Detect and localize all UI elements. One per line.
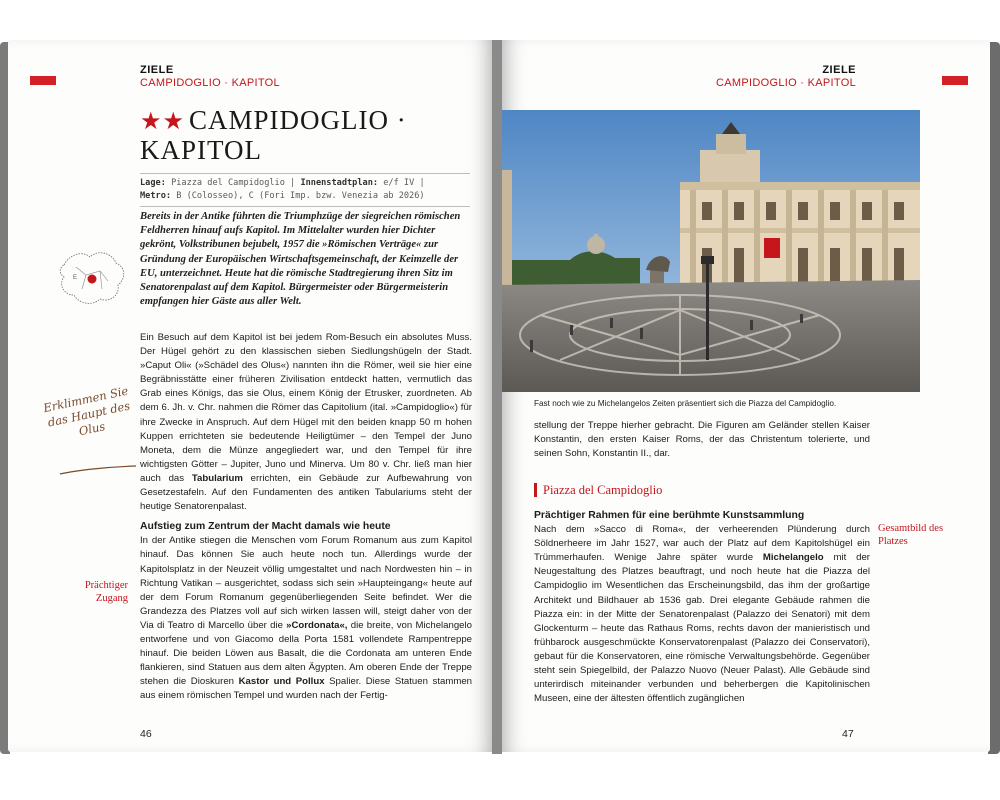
term-michelangelo: Michelangelo bbox=[762, 552, 824, 564]
running-header bbox=[140, 64, 280, 90]
handwritten-underline bbox=[58, 464, 138, 476]
para-piazza-text-b: mit der Neugestaltung des Platzes beauftragt, und noch heute hat die Piazza del Campidoglio im Wesentlichen das Erscheinungsbild, das ihm der großartige Architekt und Bildhauer ab 1536 gab. Drei elegante Gebäude rahmen die Piazza ein: in der Mitte der Senatorenpalast (Palazzo dei Senatori) mit dem Glockenturm – heute das Rathaus Roms, rechts davon der manieristisch und frühbarock ausgeschmückte Konservatorenpalast (Palazzo dei Conservatori), gebaut für die Konservatoren, eine römische Verwaltungsbehörde. Gegenüber steht sein Spiegelbild, der Palazzo Nuovo (Neuer Palast). Alle Gebäude sind unterirdisch miteinander verbunden und beherbergen die Kapitolinischen Museen, eine der ältesten öffentlich zugänglichen bbox=[534, 552, 870, 705]
paragraph-piazza bbox=[534, 523, 870, 706]
body-text-left bbox=[140, 331, 472, 703]
locator-map-icon bbox=[56, 245, 130, 309]
margin-note-right: Gesamtbild des Platzes bbox=[878, 523, 944, 547]
meta-label-lage: Lage: bbox=[140, 178, 166, 188]
rating-stars-icon: ★★ bbox=[140, 109, 186, 135]
meta-label-stadtplan: Innenstadtplan: bbox=[300, 178, 379, 188]
margin-note-left: Prächtiger Zugang bbox=[84, 580, 128, 604]
photo-caption: Fast noch wie zu Michelangelos Zeiten präsentiert sich die Piazza del Campidoglio. bbox=[534, 399, 837, 408]
photo-piazza-campidoglio bbox=[500, 110, 920, 392]
left-page bbox=[8, 40, 494, 752]
running-header-right bbox=[716, 64, 856, 90]
term-tabularium: Tabularium bbox=[191, 472, 243, 484]
header-section: CAMPIDOGLIO · KAPITOL bbox=[140, 77, 280, 89]
title-line-1: CAMPIDOGLIO · bbox=[189, 105, 407, 135]
svg-text:E: E bbox=[73, 275, 78, 281]
subheading-aufstieg: Aufstieg zum Zentrum der Macht damals wie heute bbox=[140, 521, 391, 533]
header-kicker: ZIELE bbox=[140, 64, 174, 76]
para2-text-a: In der Antike stiegen die Menschen vom Forum Romanum aus zum Kapitol hinauf. Das können Sie auch heute noch tun. Allerdings wurde der Kapitolsplatz in der Neuzeit völlig umgestaltet und nach Nordwesten hin – in Richtung Vatikan – ausgerichtet, sodass sich sein »Haupteingang« heute auf der dem Forum Romanum gegenüberliegenden Seite befindet. Wer die Grandezza des Platzes voll auf sich wirken lassen will, steigt daher von der Via di Teatro di Marcello über die bbox=[140, 535, 472, 631]
section-heading: Piazza del Campidoglio bbox=[534, 483, 883, 497]
red-tab-marker-right bbox=[942, 76, 968, 85]
meta-metro: B (Colosseo), C (Fori Imp. bzw. Venezia ab 2026) bbox=[176, 191, 425, 201]
meta-lage: Piazza del Campidoglio | bbox=[171, 178, 296, 188]
meta-label-metro: Metro: bbox=[140, 191, 172, 201]
page-title bbox=[140, 106, 407, 164]
page-number-left: 46 bbox=[140, 728, 152, 740]
paragraph-history bbox=[140, 331, 472, 514]
red-tab-marker bbox=[30, 76, 56, 85]
paragraph-aufstieg bbox=[140, 534, 472, 703]
lead-paragraph: Bereits in der Antike führten die Triumphzüge der siegreichen römischen Feldherren hinauf aufs Kapitol. Im Mittelalter wurden hier Dichter gekrönt, Volkstribunen bejubelt, 1957 die »Römischen Verträge« zur Gründung der Europäischen Wirtschaftsgemeinschaft, der Keimzelle der EU, unterzeichnet. Heute hat die römische Stadtregierung ihren Sitz im Senatorenpalast auf dem Kapitol. Bürgermeister oder Bürgermeisterin empfangen hier Gäste aus aller Welt. bbox=[140, 211, 461, 308]
header-section-right: CAMPIDOGLIO · KAPITOL bbox=[716, 77, 856, 89]
body-text-right-1 bbox=[534, 419, 870, 461]
page-number-right: 47 bbox=[842, 728, 854, 740]
para1-text-a: Ein Besuch auf dem Kapitol ist bei jedem Rom-Besuch ein absolutes Muss. Der Hügel gehört zu den klassischen sieben Siedlungshügeln der Stadt. »Caput Oli« (»Schädel des Olus«) nannten ihn die Römer, weil sie hier eine Begräbnisstätte einer früheren Zivilisation entdeckt hatten, vermutlich das Grab eines Königs, das sie Olus, einem König der Etrusker, zuordneten. Ab dem 6. Jh. v. Chr. nahmen die Römer das Capitolium (ital. »Campidoglio«) für ihre Zwecke in Anspruch. Auf dem Hügel mit den beiden knapp 50 m hohen Kuppen errichteten sie bedeutende Heiligtümer – den Tempel der Juno Moneta, dem die Münze angegliedert war, und den Tempel für ihre wichtigsten Götter – Jupiter, Juno und Minerva. Um 80 v. Chr. ließ man hier auch das bbox=[140, 332, 472, 484]
body-text-right-2 bbox=[534, 509, 870, 706]
book-gutter bbox=[492, 40, 502, 754]
title-line-2: KAPITOL bbox=[140, 135, 263, 165]
right-page bbox=[500, 40, 990, 752]
meta-stadtplan: e/f IV | bbox=[383, 178, 425, 188]
para1-text-b: errichten, ein Gebäude zur Aufbewahrung von Gesetzestafeln. Auf den Fundamenten des antiken Tabulariums steht der heutige Senatorenpalast. bbox=[140, 472, 472, 513]
para2-text-c: Spalier. Diese Statuen stammen aus einem römischen Tempel und wurden nach der Fertig- bbox=[140, 676, 472, 702]
para2-text-b: die breite, von Michelangelo entworfene und von Giacomo della Porta 1581 vollendete Rampentreppe hinauf. Die beiden Löwen aus Basalt, die die Cordonata am unteren Ende flankieren, sind Statuen aus dem alten Ägypten. Am oberen Ende der Treppe stehen die Dioskuren bbox=[140, 619, 472, 688]
para-piazza-text-a: Nach dem »Sacco di Roma«, der verheerenden Plünderung durch Söldnerheere im Jahr 1527, war auch der Platz auf dem Kapitolshügel ein Trümmerhaufen. Wenige Jahre später wurde bbox=[534, 524, 870, 564]
subheading-kunstsammlung: Prächtiger Rahmen für eine berühmte Kunstsammlung bbox=[534, 510, 805, 521]
header-kicker-right: ZIELE bbox=[822, 64, 856, 76]
handwritten-note: Erklimmen Sie das Haupt des Olus bbox=[42, 383, 132, 439]
location-info bbox=[140, 173, 470, 207]
paragraph-constantin: stellung der Treppe hierher gebracht. Die Figuren am Geländer stellen Kaiser Konstantin, den ersten Kaiser Roms, der das Christentum tolerierte, und seinen Sohn, Konstantin II., dar. bbox=[534, 420, 870, 460]
term-cordonata: »Cordonata«, bbox=[286, 619, 348, 631]
term-kastor-pollux: Kastor und Pollux bbox=[238, 676, 325, 688]
